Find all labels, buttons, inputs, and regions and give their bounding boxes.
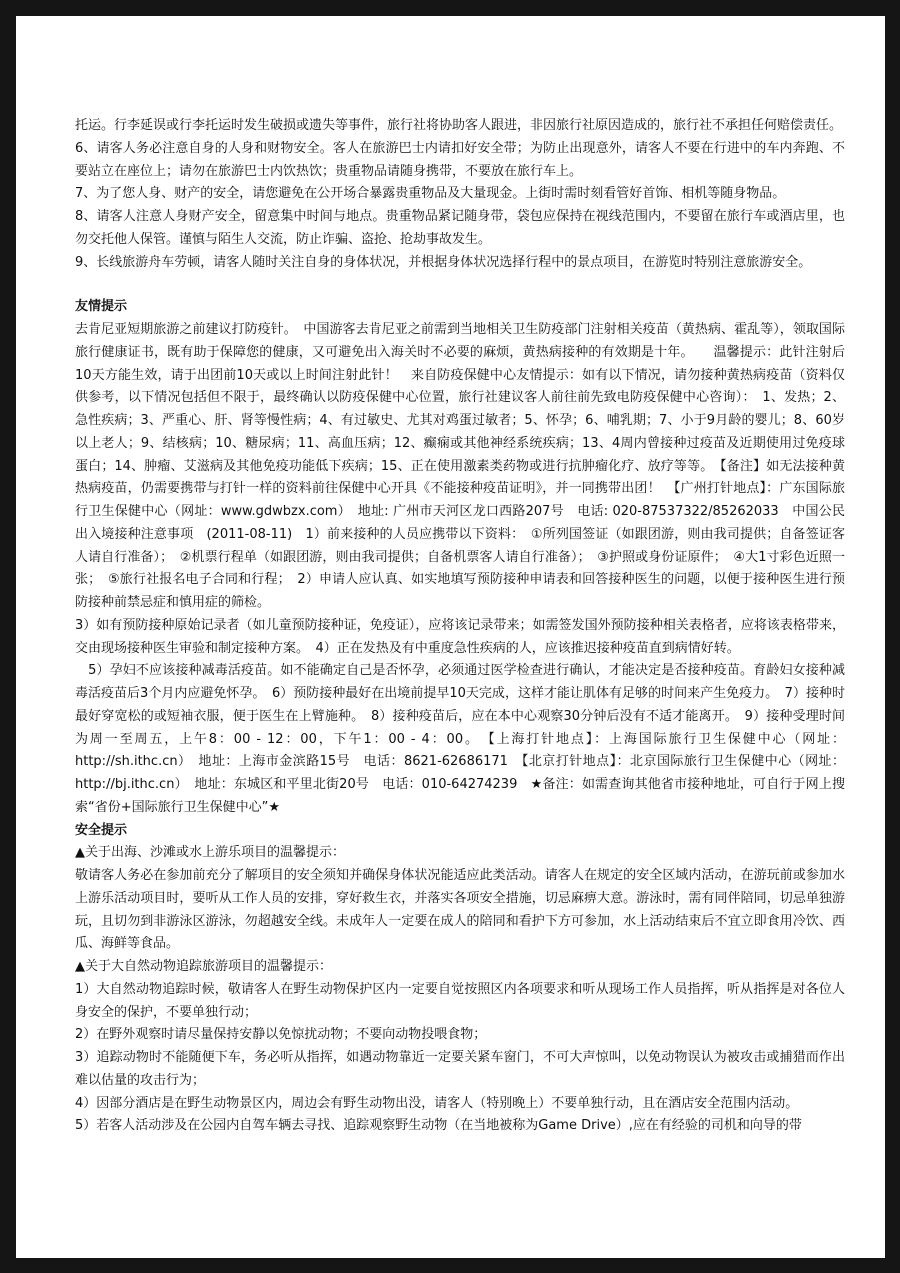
friendly-paragraph-records: 3）如有预防接种原始记录者（如儿童预防接种证，免疫证），应将该记录带来；如需签发国外预防接种相关表格者，应将该表格带来，交由现场接种医生审验和制定接种方案。 4）正在发热及有中重度急性疾病的人，应该推迟接种疫苗直到病情好转。 (75, 617, 845, 656)
notice-item-7: 7、为了您人身、财产的安全，请您避免在公开场合暴露贵重物品及大量现金。上街时需时刻看管好首饰、相机等随身物品。 (75, 186, 786, 202)
section-gap (75, 274, 845, 296)
friendly-heading: 友情提示 (75, 299, 128, 315)
notice-item-8: 8、请客人注意人身财产安全，留意集中时间与地点。贵重物品紧记随身带，袋包应保持在视线范围内，不要留在旅行车或酒店里，也勿交托他人保管。谨慎与陌生人交流，防止诈骗、盗抢、抢劫事故发生。 (75, 209, 845, 247)
notice-item-6: 6、请客人务必注意自身的人身和财物安全。客人在旅游巴士内请扣好安全带；为防止出现意外，请客人不要在行进中的车内奔跑、不要站立在座位上；请勿在旅游巴士内饮热饮；贵重物品请随身携带，不要放在旅行车上。 (75, 140, 845, 179)
safety-wildlife-item-3: 3）追踪动物时不能随便下车，务必听从指挥，如遇动物靠近一定要关紧车窗门，不可大声惊叫，以免动物误认为被攻击或捕猎而作出难以估量的攻击行为； (75, 1050, 845, 1088)
safety-wildlife-item-1: 1）大自然动物追踪时候，敬请客人在野生动物保护区内一定要自觉按照区内各项要求和听从现场工作人员指挥，听从指挥是对各位人身安全的保护，不要单独行动； (75, 981, 845, 1020)
safety-wildlife-item-4: 4）因部分酒店是在野生动物景区内，周边会有野生动物出没，请客人（特别晚上）不要单独行动，且在酒店安全范围内活动。 (75, 1095, 799, 1111)
safety-wildlife-title: ▲关于大自然动物追踪旅游项目的温馨提示： (75, 959, 332, 974)
notice-item-9: 9、长线旅游舟车劳顿，请客人随时关注自身的身体状况，并根据身体状况选择行程中的景点项目，在游览时特别注意旅游安全。 (75, 254, 812, 270)
safety-water-title: ▲关于出海、沙滩或水上游乐项目的温馨提示： (75, 845, 345, 861)
safety-wildlife-item-2: 2）在野外观察时请尽量保持安静以免惊扰动物；不要向动物投喂食物； (75, 1027, 487, 1043)
safety-water-body: 敬请客人务必在参加前充分了解项目的安全须知并确保身体状况能适应此类活动。请客人在规定的安全区域内活动，在游玩前或参加水上游乐活动项目时，要听从工作人员的安排，穿好救生衣，并落实各项安全措施，切忌麻痹大意。游泳时，需有同伴陪同，切忌单独游玩，且切勿到非游泳区游泳，勿超越安全线。未成年人一定要在成人的陪同和看护下方可参加，水上活动结束后不宜立即食用冷饮、西瓜、海鲜等食品。 (75, 868, 845, 952)
safety-heading: 安全提示 (75, 822, 128, 838)
document-page (16, 16, 885, 1258)
friendly-paragraph-schedule: 5）孕妇不应该接种减毒活疫苗。如不能确定自己是否怀孕，必须通过医学检查进行确认，才能决定是否接种疫苗。育龄妇女接种减毒活疫苗后3个月内应避免怀孕。 6）预防接种最好在出境前提早10天完成，这样才能让肌体有足够的时间来产生免疫力。 7）接种时最好穿宽松的或短袖衣服，便于医生在上臂施种。 8）接种疫苗后，应在本中心观察30分钟后没有不适才能离开。 9）接种受理时间为周一至周五，上午8：00 - 12：00，下午1：00 - 4：00。 【上海打针地点】：上海国际旅行卫生保健中心（网址：http://sh.ithc.cn） 地址：上海市金滨路15号 电话：8621-62686171 【北京打针地点】：北京国际旅行卫生保健中心（网址：http://bj.ithc.cn） 地址：东城区和平里北街20号 电话：010-64274239 ★备注：如需查询其他省市接种地址，可自行于网上搜索“省份+国际旅行卫生保健中心”★ (75, 663, 845, 815)
document-body (75, 115, 845, 1138)
friendly-paragraph-vaccination: 去肯尼亚短期旅游之前建议打防疫针。 中国游客去肯尼亚之前需到当地相关卫生防疫部门注射相关疫苗（黄热病、霍乱等），领取国际旅行健康证书，既有助于保障您的健康，又可避免出入海关时不必要的麻烦，黄热病接种的有效期是十年。 温馨提示：此针注射后10天方能生效，请于出团前10天或以上时间注射此针！ 来自防疫保健中心友情提示：如有以下情况，请勿接种黄热病疫苗（资料仅供参考，以下情况包括但不限于，最终确认以防疫保健中心位置，旅行社建议客人前往前先致电防疫保健中心咨询）： 1、发热；2、急性疾病；3、严重心、肝、肾等慢性病；4、有过敏史、尤其对鸡蛋过敏者；5、怀孕；6、哺乳期；7、小于9月龄的婴儿；8、60岁以上老人；9、结核病；10、糖尿病；11、高血压病；12、癫痫或其他神经系统疾病；13、4周内曾接种过疫苗及近期使用过免疫球蛋白；14、肿瘤、艾滋病及其他免疫功能低下疾病；15、正在使用激素类药物或进行抗肿瘤化疗、放疗等等。 【备注】如无法接种黄热病疫苗，仍需要携带与打针一样的资料前往保健中心开具《不能接种疫苗证明》，并一同携带出团！ 【广州打针地点】：广东国际旅行卫生保健中心（网址：www.gdwbzx.com） 地址: 广州市天河区龙口西路207号 电话: 020-87537322/85262033 中国公民出入境接种注意事项 (2011-08-11) 1）前来接种的人员应携带以下资料： ①所列国签证（如跟团游，则由我司提供；自备签证客人请自行准备）； ②机票行程单（如跟团游，则由我司提供；自备机票客人请自行准备）； ③护照或身份证原件； ④大1寸彩色近照一张； ⑤旅行社报名电子合同和行程； 2）申请人应认真、如实地填写预防接种申请表和回答接种医生的问题，以便于接种医生进行预防接种前禁忌症和慎用症的筛检。 (75, 322, 845, 610)
safety-wildlife-item-5: 5）若客人活动涉及在公园内自驾车辆去寻找、追踪观察野生动物（在当地被称为Game Drive）,应在有经验的司机和向导的带 (75, 1118, 802, 1134)
notice-continuation: 托运。行李延误或行李托运时发生破损或遗失等事件，旅行社将协助客人跟进，非因旅行社原因造成的，旅行社不承担任何赔偿责任。 (75, 118, 843, 133)
